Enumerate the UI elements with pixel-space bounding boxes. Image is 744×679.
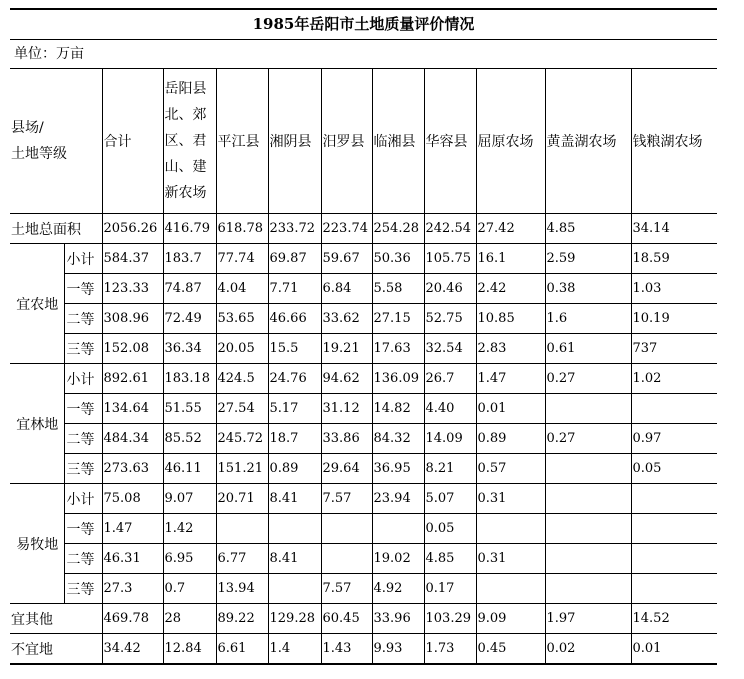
farmland-grade2-value-3: 46.66 bbox=[268, 304, 321, 334]
table-title: 1985年岳阳市土地质量评价情况 bbox=[10, 8, 717, 40]
total-area-value-9: 34.14 bbox=[631, 214, 717, 244]
forestland-grade3-value-3: 0.89 bbox=[268, 454, 321, 484]
farmland-subtotal-value-8: 2.59 bbox=[545, 244, 631, 274]
pasture-grade1-value-9 bbox=[631, 514, 717, 544]
forestland-grade1-value-2: 27.54 bbox=[216, 394, 268, 424]
forestland-grade2-label: 二等 bbox=[64, 424, 102, 454]
unsuitable-value-8: 0.02 bbox=[545, 634, 631, 665]
pasture-grade3-value-0: 27.3 bbox=[102, 574, 163, 604]
farmland-grade2-value-9: 10.19 bbox=[631, 304, 717, 334]
pasture-grade3-value-9 bbox=[631, 574, 717, 604]
forestland-grade3-row bbox=[10, 454, 717, 484]
pasture-category-label: 易牧地 bbox=[10, 484, 64, 604]
pasture-subtotal-label: 小计 bbox=[64, 484, 102, 514]
pasture-grade2-value-3: 8.41 bbox=[268, 544, 321, 574]
forestland-subtotal-row bbox=[10, 364, 717, 394]
forestland-grade1-value-4: 31.12 bbox=[321, 394, 372, 424]
forestland-grade2-value-2: 245.72 bbox=[216, 424, 268, 454]
farmland-grade2-value-8: 1.6 bbox=[545, 304, 631, 334]
pasture-grade2-value-2: 6.77 bbox=[216, 544, 268, 574]
farmland-grade3-value-1: 36.34 bbox=[163, 334, 216, 364]
farmland-subtotal-value-0: 584.37 bbox=[102, 244, 163, 274]
farmland-subtotal-value-6: 105.75 bbox=[424, 244, 476, 274]
pasture-subtotal-value-5: 23.94 bbox=[372, 484, 424, 514]
unsuitable-value-4: 1.43 bbox=[321, 634, 372, 665]
corner-header-top: 县场/ bbox=[11, 120, 44, 136]
forestland-subtotal-value-7: 1.47 bbox=[476, 364, 545, 394]
forestland-subtotal-value-9: 1.02 bbox=[631, 364, 717, 394]
total-area-value-5: 254.28 bbox=[372, 214, 424, 244]
land-quality-table bbox=[10, 69, 717, 665]
pasture-grade2-value-4 bbox=[321, 544, 372, 574]
farmland-grade2-value-7: 10.85 bbox=[476, 304, 545, 334]
pasture-grade2-label: 二等 bbox=[64, 544, 102, 574]
farmland-grade3-value-6: 32.54 bbox=[424, 334, 476, 364]
farmland-grade3-row bbox=[10, 334, 717, 364]
farmland-grade1-value-8: 0.38 bbox=[545, 274, 631, 304]
forestland-grade3-value-6: 8.21 bbox=[424, 454, 476, 484]
column-header-quyuan-farm: 屈原农场 bbox=[476, 69, 545, 214]
farmland-grade3-value-2: 20.05 bbox=[216, 334, 268, 364]
farmland-grade2-value-4: 33.62 bbox=[321, 304, 372, 334]
forestland-grade1-value-7: 0.01 bbox=[476, 394, 545, 424]
farmland-grade2-label: 二等 bbox=[64, 304, 102, 334]
farmland-grade1-value-4: 6.84 bbox=[321, 274, 372, 304]
pasture-grade1-value-8 bbox=[545, 514, 631, 544]
other-use-value-4: 60.45 bbox=[321, 604, 372, 634]
farmland-grade2-value-0: 308.96 bbox=[102, 304, 163, 334]
pasture-subtotal-value-4: 7.57 bbox=[321, 484, 372, 514]
farmland-grade2-value-6: 52.75 bbox=[424, 304, 476, 334]
unsuitable-value-7: 0.45 bbox=[476, 634, 545, 665]
farmland-subtotal-value-2: 77.74 bbox=[216, 244, 268, 274]
forestland-grade1-label: 一等 bbox=[64, 394, 102, 424]
farmland-grade2-value-1: 72.49 bbox=[163, 304, 216, 334]
pasture-subtotal-value-8 bbox=[545, 484, 631, 514]
pasture-grade3-value-3 bbox=[268, 574, 321, 604]
farmland-grade2-value-5: 27.15 bbox=[372, 304, 424, 334]
pasture-grade1-value-0: 1.47 bbox=[102, 514, 163, 544]
pasture-grade1-value-3 bbox=[268, 514, 321, 544]
unsuitable-label: 不宜地 bbox=[10, 634, 102, 665]
forestland-grade3-value-7: 0.57 bbox=[476, 454, 545, 484]
total-area-value-0: 2056.26 bbox=[102, 214, 163, 244]
other-use-value-0: 469.78 bbox=[102, 604, 163, 634]
other-use-value-6: 103.29 bbox=[424, 604, 476, 634]
column-header-huanggaihu-farm: 黄盖湖农场 bbox=[545, 69, 631, 214]
pasture-grade3-value-2: 13.94 bbox=[216, 574, 268, 604]
farmland-grade1-label: 一等 bbox=[64, 274, 102, 304]
other-use-value-8: 1.97 bbox=[545, 604, 631, 634]
forestland-grade2-value-7: 0.89 bbox=[476, 424, 545, 454]
pasture-grade3-value-5: 4.92 bbox=[372, 574, 424, 604]
forestland-grade2-value-9: 0.97 bbox=[631, 424, 717, 454]
pasture-grade2-value-0: 46.31 bbox=[102, 544, 163, 574]
forestland-grade1-value-8 bbox=[545, 394, 631, 424]
forestland-grade1-value-9 bbox=[631, 394, 717, 424]
forestland-grade3-value-2: 151.21 bbox=[216, 454, 268, 484]
unsuitable-value-2: 6.61 bbox=[216, 634, 268, 665]
forestland-grade1-row bbox=[10, 394, 717, 424]
forestland-grade1-value-5: 14.82 bbox=[372, 394, 424, 424]
forestland-grade2-value-8: 0.27 bbox=[545, 424, 631, 454]
pasture-grade1-value-4 bbox=[321, 514, 372, 544]
other-use-value-2: 89.22 bbox=[216, 604, 268, 634]
farmland-grade1-value-0: 123.33 bbox=[102, 274, 163, 304]
forestland-grade3-value-4: 29.64 bbox=[321, 454, 372, 484]
forestland-grade1-value-3: 5.17 bbox=[268, 394, 321, 424]
pasture-grade1-value-2 bbox=[216, 514, 268, 544]
forestland-grade1-value-0: 134.64 bbox=[102, 394, 163, 424]
farmland-grade1-value-2: 4.04 bbox=[216, 274, 268, 304]
forestland-subtotal-value-6: 26.7 bbox=[424, 364, 476, 394]
farmland-grade3-value-9: 737 bbox=[631, 334, 717, 364]
other-use-value-3: 129.28 bbox=[268, 604, 321, 634]
unit-note: 单位：万亩 bbox=[10, 40, 717, 69]
forestland-grade2-value-4: 33.86 bbox=[321, 424, 372, 454]
farmland-grade2-value-2: 53.65 bbox=[216, 304, 268, 334]
forestland-subtotal-value-0: 892.61 bbox=[102, 364, 163, 394]
forestland-subtotal-value-5: 136.09 bbox=[372, 364, 424, 394]
corner-header-bottom: 土地等级 bbox=[11, 146, 67, 162]
corner-header-cell bbox=[10, 69, 102, 214]
pasture-subtotal-value-7: 0.31 bbox=[476, 484, 545, 514]
total-area-value-1: 416.79 bbox=[163, 214, 216, 244]
farmland-grade3-value-4: 19.21 bbox=[321, 334, 372, 364]
forestland-grade2-value-5: 84.32 bbox=[372, 424, 424, 454]
pasture-grade1-value-5 bbox=[372, 514, 424, 544]
farmland-grade1-value-6: 20.46 bbox=[424, 274, 476, 304]
column-header-pingjiang: 平江县 bbox=[216, 69, 268, 214]
pasture-grade1-value-7 bbox=[476, 514, 545, 544]
column-header-miluo: 汨罗县 bbox=[321, 69, 372, 214]
pasture-subtotal-value-3: 8.41 bbox=[268, 484, 321, 514]
unsuitable-row bbox=[10, 634, 717, 665]
forestland-grade3-value-5: 36.95 bbox=[372, 454, 424, 484]
farmland-grade3-value-3: 15.5 bbox=[268, 334, 321, 364]
pasture-subtotal-value-6: 5.07 bbox=[424, 484, 476, 514]
total-area-value-3: 233.72 bbox=[268, 214, 321, 244]
pasture-grade2-value-7: 0.31 bbox=[476, 544, 545, 574]
header-row bbox=[10, 69, 717, 214]
pasture-subtotal-value-9 bbox=[631, 484, 717, 514]
document bbox=[10, 8, 717, 665]
total-area-value-4: 223.74 bbox=[321, 214, 372, 244]
pasture-grade2-value-9 bbox=[631, 544, 717, 574]
farmland-grade2-row bbox=[10, 304, 717, 334]
farmland-subtotal-value-5: 50.36 bbox=[372, 244, 424, 274]
pasture-grade2-row bbox=[10, 544, 717, 574]
forestland-subtotal-value-1: 183.18 bbox=[163, 364, 216, 394]
unsuitable-value-3: 1.4 bbox=[268, 634, 321, 665]
pasture-grade3-value-1: 0.7 bbox=[163, 574, 216, 604]
farmland-grade1-value-7: 2.42 bbox=[476, 274, 545, 304]
pasture-grade3-value-6: 0.17 bbox=[424, 574, 476, 604]
unsuitable-value-6: 1.73 bbox=[424, 634, 476, 665]
pasture-subtotal-value-2: 20.71 bbox=[216, 484, 268, 514]
pasture-grade3-row bbox=[10, 574, 717, 604]
pasture-grade1-value-6: 0.05 bbox=[424, 514, 476, 544]
forestland-grade1-value-6: 4.40 bbox=[424, 394, 476, 424]
column-header-total: 合计 bbox=[102, 69, 163, 214]
farmland-grade3-label: 三等 bbox=[64, 334, 102, 364]
column-header-huarong: 华容县 bbox=[424, 69, 476, 214]
farmland-grade1-value-9: 1.03 bbox=[631, 274, 717, 304]
other-use-row bbox=[10, 604, 717, 634]
other-use-value-5: 33.96 bbox=[372, 604, 424, 634]
farmland-grade3-value-7: 2.83 bbox=[476, 334, 545, 364]
farmland-subtotal-label: 小计 bbox=[64, 244, 102, 274]
pasture-grade2-value-8 bbox=[545, 544, 631, 574]
total-area-value-7: 27.42 bbox=[476, 214, 545, 244]
forestland-grade2-value-1: 85.52 bbox=[163, 424, 216, 454]
unsuitable-value-0: 34.42 bbox=[102, 634, 163, 665]
unsuitable-value-1: 12.84 bbox=[163, 634, 216, 665]
farmland-subtotal-value-9: 18.59 bbox=[631, 244, 717, 274]
farmland-grade1-row bbox=[10, 274, 717, 304]
other-use-label: 宜其他 bbox=[10, 604, 102, 634]
forestland-grade3-value-8 bbox=[545, 454, 631, 484]
pasture-grade1-label: 一等 bbox=[64, 514, 102, 544]
forestland-category-label: 宜林地 bbox=[10, 364, 64, 484]
total-area-row bbox=[10, 214, 717, 244]
column-header-yueyang-north-text: 岳阳县北、郊区、君山、建新农场 bbox=[164, 81, 207, 201]
farmland-subtotal-value-4: 59.67 bbox=[321, 244, 372, 274]
forestland-subtotal-value-8: 0.27 bbox=[545, 364, 631, 394]
forestland-subtotal-value-4: 94.62 bbox=[321, 364, 372, 394]
pasture-grade2-value-5: 19.02 bbox=[372, 544, 424, 574]
pasture-grade2-value-6: 4.85 bbox=[424, 544, 476, 574]
unsuitable-value-9: 0.01 bbox=[631, 634, 717, 665]
forestland-grade1-value-1: 51.55 bbox=[163, 394, 216, 424]
farmland-subtotal-value-1: 183.7 bbox=[163, 244, 216, 274]
pasture-subtotal-row bbox=[10, 484, 717, 514]
farmland-grade1-value-3: 7.71 bbox=[268, 274, 321, 304]
other-use-value-9: 14.52 bbox=[631, 604, 717, 634]
unsuitable-value-5: 9.93 bbox=[372, 634, 424, 665]
farmland-subtotal-value-3: 69.87 bbox=[268, 244, 321, 274]
forestland-grade3-label: 三等 bbox=[64, 454, 102, 484]
farmland-grade1-value-1: 74.87 bbox=[163, 274, 216, 304]
pasture-grade1-row bbox=[10, 514, 717, 544]
column-header-xiangyin: 湘阴县 bbox=[268, 69, 321, 214]
farmland-category-label: 宜农地 bbox=[10, 244, 64, 364]
pasture-grade2-value-1: 6.95 bbox=[163, 544, 216, 574]
forestland-subtotal-label: 小计 bbox=[64, 364, 102, 394]
farmland-subtotal-row bbox=[10, 244, 717, 274]
pasture-grade1-value-1: 1.42 bbox=[163, 514, 216, 544]
forestland-grade3-value-0: 273.63 bbox=[102, 454, 163, 484]
farmland-grade1-value-5: 5.58 bbox=[372, 274, 424, 304]
forestland-grade3-value-9: 0.05 bbox=[631, 454, 717, 484]
table-body bbox=[10, 69, 717, 664]
forestland-grade2-value-0: 484.34 bbox=[102, 424, 163, 454]
forestland-grade2-row bbox=[10, 424, 717, 454]
farmland-grade3-value-0: 152.08 bbox=[102, 334, 163, 364]
other-use-value-1: 28 bbox=[163, 604, 216, 634]
forestland-subtotal-value-2: 424.5 bbox=[216, 364, 268, 394]
forestland-grade2-value-3: 18.7 bbox=[268, 424, 321, 454]
forestland-grade3-value-1: 46.11 bbox=[163, 454, 216, 484]
forestland-grade2-value-6: 14.09 bbox=[424, 424, 476, 454]
pasture-subtotal-value-1: 9.07 bbox=[163, 484, 216, 514]
farmland-grade3-value-8: 0.61 bbox=[545, 334, 631, 364]
pasture-grade3-value-7 bbox=[476, 574, 545, 604]
pasture-grade3-value-8 bbox=[545, 574, 631, 604]
pasture-subtotal-value-0: 75.08 bbox=[102, 484, 163, 514]
total-area-value-8: 4.85 bbox=[545, 214, 631, 244]
pasture-grade3-label: 三等 bbox=[64, 574, 102, 604]
other-use-value-7: 9.09 bbox=[476, 604, 545, 634]
total-area-value-6: 242.54 bbox=[424, 214, 476, 244]
pasture-grade3-value-4: 7.57 bbox=[321, 574, 372, 604]
forestland-subtotal-value-3: 24.76 bbox=[268, 364, 321, 394]
column-header-linxiang: 临湘县 bbox=[372, 69, 424, 214]
column-header-yueyang-north bbox=[163, 69, 216, 214]
farmland-grade3-value-5: 17.63 bbox=[372, 334, 424, 364]
total-area-label: 土地总面积 bbox=[10, 214, 102, 244]
farmland-subtotal-value-7: 16.1 bbox=[476, 244, 545, 274]
column-header-qianlianghu-farm: 钱粮湖农场 bbox=[631, 69, 717, 214]
total-area-value-2: 618.78 bbox=[216, 214, 268, 244]
